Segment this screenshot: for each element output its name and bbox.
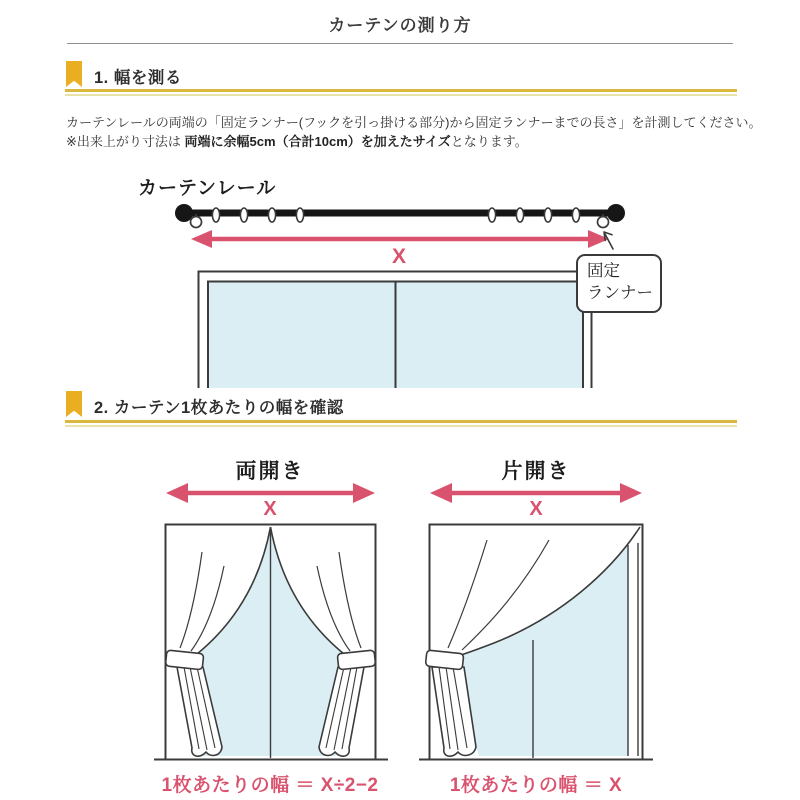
page-title: カーテンの測り方 xyxy=(328,16,472,35)
single-opening-window xyxy=(419,525,653,760)
curtain-rail-label: カーテンレール xyxy=(138,178,277,199)
section2-heading: 2. カーテン1枚あたりの幅を確認 xyxy=(94,399,344,417)
curtain-rail xyxy=(175,204,625,228)
section1-intro-line2 xyxy=(66,131,528,150)
right-x-label: X xyxy=(529,498,543,520)
header-divider xyxy=(67,43,733,44)
double-opening-window xyxy=(154,525,388,760)
window xyxy=(199,272,592,389)
section2-bookmark-icon xyxy=(66,391,82,417)
intro-line2-suffix: となります。 xyxy=(450,134,528,149)
callout-line1: 固定 xyxy=(587,262,620,280)
curtain-panels-diagram xyxy=(0,480,800,775)
tieback xyxy=(425,650,463,670)
section1-bookmark-icon xyxy=(66,61,82,87)
double-opening-formula: 1枚あたりの幅 ＝ X÷2−2 xyxy=(161,775,379,796)
section1-heading: 1. 幅を測る xyxy=(94,69,182,87)
section1-rule-thick xyxy=(65,89,737,92)
width-x-label: X xyxy=(391,245,407,268)
rail-end-cap-right xyxy=(607,204,625,222)
fixed-runner-callout xyxy=(576,254,662,313)
runner-pointer-arrow xyxy=(604,232,613,249)
section1-rule-thin xyxy=(65,94,737,96)
single-opening-label: 片開き xyxy=(501,460,571,483)
tieback-right xyxy=(337,650,375,670)
section2-rule-thin xyxy=(65,425,737,427)
single-opening-formula: 1枚あたりの幅 ＝ X xyxy=(449,775,623,796)
left-x-label: X xyxy=(263,498,277,520)
intro-line2-bold: 両端に余幅5cm（合計10cm）を加えたサイズ xyxy=(184,134,451,149)
tieback-left xyxy=(165,650,203,670)
rail-window-diagram xyxy=(0,165,800,388)
section1-intro-line1: カーテンレールの両端の「固定ランナー(フックを引っ掛ける部分)から固定ランナーまでの長さ」を計測してください。 xyxy=(66,115,762,130)
callout-line2: ランナー xyxy=(587,283,653,302)
intro-line2-prefix: ※出来上がり寸法は xyxy=(66,134,185,149)
double-opening-label: 両開き xyxy=(235,460,305,483)
section2-rule-thick xyxy=(65,420,737,423)
